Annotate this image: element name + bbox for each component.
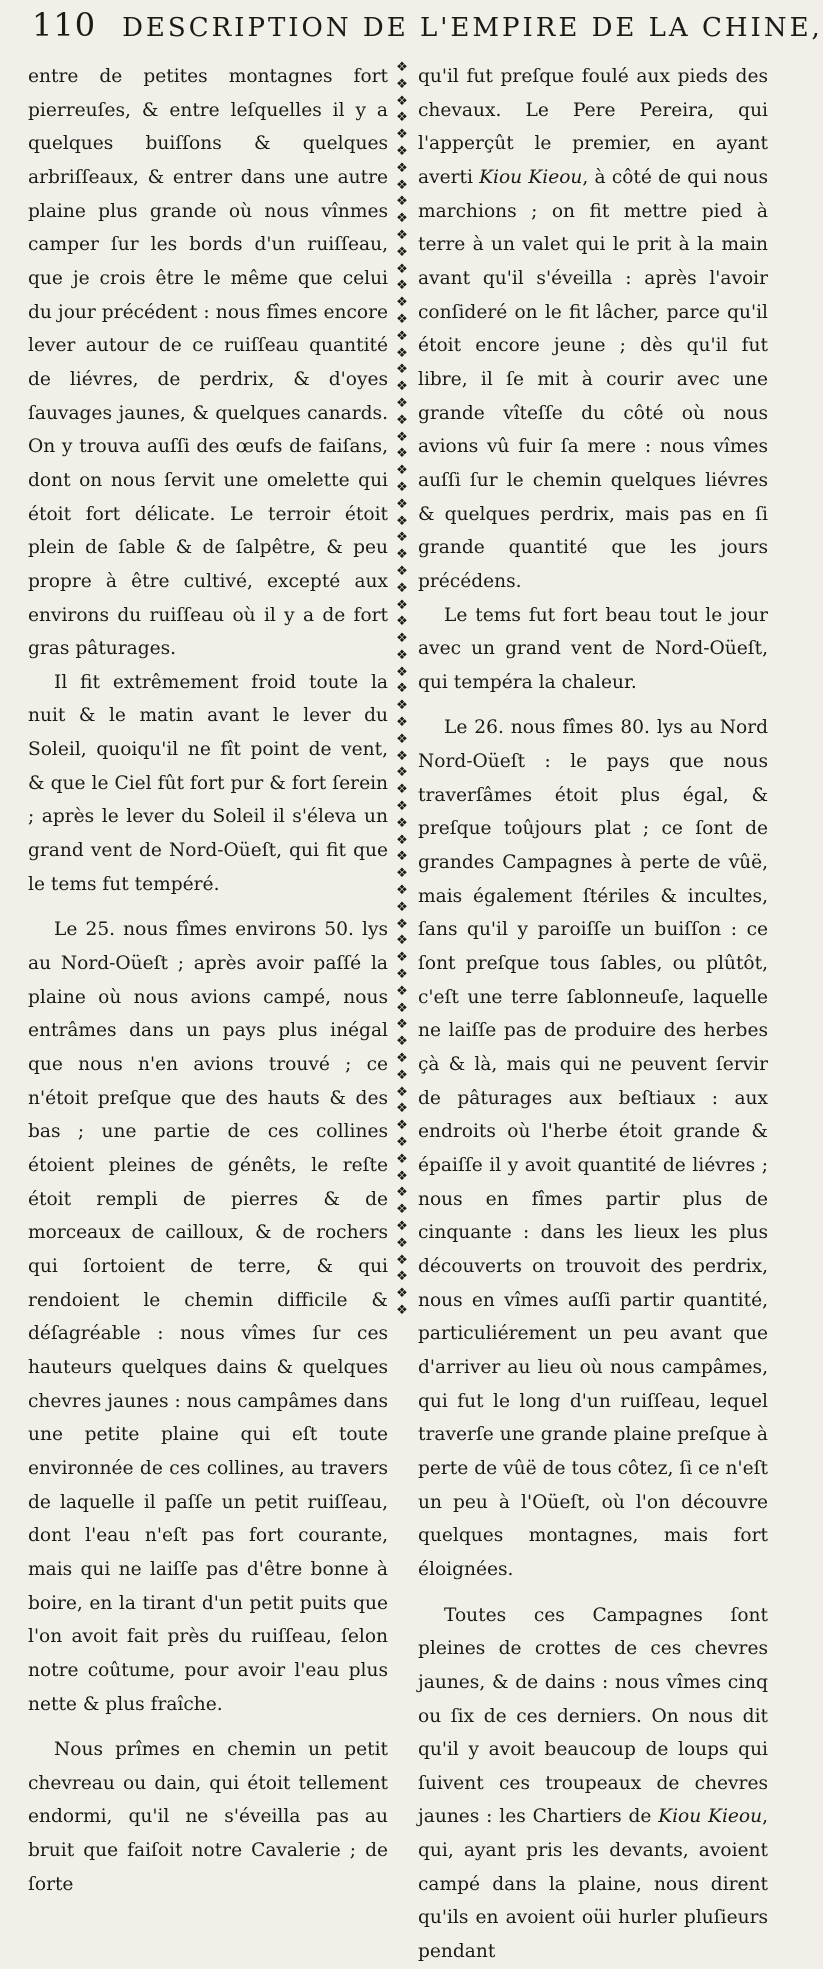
- ornament-icon: ❖: [396, 530, 408, 546]
- ornament-icon: ❖: [396, 496, 408, 512]
- ornament-icon: ❖: [396, 1269, 408, 1285]
- ornament-icon: ❖: [396, 345, 408, 361]
- ornament-icon: ❖: [396, 194, 408, 210]
- ornament-icon: ❖: [396, 563, 408, 579]
- page-number: 110: [32, 6, 97, 44]
- ornament-icon: ❖: [396, 143, 408, 159]
- text-run: Toutes ces Campagnes ſont pleines de crottes de ces chevres jaunes, & de dains : nous vîmes cinq ou ſix de ces derniers. On nous dit qu'il y avoit beaucoup de loups qui ſuivent ces troupeaux de chevres jaunes : les Chartiers de: [418, 1604, 768, 1828]
- ornament-icon: ❖: [396, 1000, 408, 1016]
- ornament-icon: ❖: [396, 597, 408, 613]
- ornament-icon: ❖: [396, 1202, 408, 1218]
- italic-name: Kiou Kieou: [658, 1806, 763, 1828]
- paragraph: [418, 1599, 768, 1969]
- ornament-icon: ❖: [396, 379, 408, 395]
- paragraph: [418, 60, 768, 599]
- ornament-icon: ❖: [396, 76, 408, 92]
- ornament-icon: ❖: [396, 899, 408, 915]
- ornament-icon: ❖: [396, 60, 408, 75]
- ornament-icon: ❖: [396, 160, 408, 176]
- paragraph: Le 25. nous fîmes environs 50. lys au Nord-Oüeſt ; après avoir paſſé la plaine où nous avions campé, nous entrâmes dans un pays plus inégal que nous n'en avions trouvé ; ce n'étoit preſque que des hauts & des bas ; une partie de ces collines étoient pleines de génêts, le reſte étoit rempli de pierres & de morceaux de cailloux, & de rochers qui ſortoient de terre, & qui rendoient le chemin difficile & déſagréable : nous vîmes ſur ces hauteurs quelques dains & quelques chevres jaunes : nous campâmes dans une petite plaine qui eſt toute environnée de ces collines, au travers de laquelle il paſſe un petit ruiſſeau, dont l'eau n'eſt pas fort courante, mais qui ne laiſſe pas d'être bonne à boire, en la tirant d'un petit puits que l'on avoit fait près du ruiſſeau, ſelon notre coûtume, pour avoir l'eau plus nette & plus fraîche.: [28, 919, 388, 1715]
- ornament-icon: ❖: [396, 1034, 408, 1050]
- ornament-icon: ❖: [396, 849, 408, 865]
- ornament-icon: ❖: [396, 1118, 408, 1134]
- left-column: [28, 60, 388, 1895]
- ornament-icon: ❖: [396, 362, 408, 378]
- ornament-icon: ❖: [396, 748, 408, 764]
- ornament-icon: ❖: [396, 647, 408, 663]
- ornament-icon: ❖: [396, 227, 408, 243]
- ornament-icon: ❖: [396, 278, 408, 294]
- ornament-icon: ❖: [396, 698, 408, 714]
- ornament-icon: ❖: [396, 547, 408, 563]
- ornament-icon: ❖: [396, 295, 408, 311]
- ornament-icon: ❖: [396, 1185, 408, 1201]
- ornament-icon: ❖: [396, 177, 408, 193]
- ornament-icon: ❖: [396, 1151, 408, 1167]
- ornament-icon: ❖: [396, 93, 408, 109]
- ornament-icon: ❖: [396, 244, 408, 260]
- ornament-icon: ❖: [396, 883, 408, 899]
- ornament-icon: ❖: [396, 412, 408, 428]
- ornament-icon: ❖: [396, 1286, 408, 1302]
- ornament-icon: ❖: [396, 614, 408, 630]
- ornament-icon: ❖: [396, 782, 408, 798]
- ornament-icon: ❖: [396, 328, 408, 344]
- paragraph: Le 26. nous fîmes 80. lys au Nord Nord-Oüeſt : le pays que nous traverſâmes étoit plus égal, & preſque toûjours plat ; ce ſont de grandes Campagnes à perte de vûë, mais également ſtériles & incultes, ſans qu'il y paroiſſe un buiſſon : ce ſont preſque tous ſables, ou plûtôt, c'eſt une terre ſablonneuſe, laquelle ne laiſſe pas de produire des herbes çà & là, mais qui ne peuvent ſervir de pâturages aux beſtiaux : aux endroits où l'herbe étoit grande & épaiſſe il y avoit quantité de liévres ; nous en fîmes partir plus de cinquante : dans les lieux les plus découverts on trouvoit des perdrix, nous en vîmes auſſi partir quantité, particuliérement un peu avant que d'arriver au lieu où nous campâmes, qui fut le long d'un ruiſſeau, lequel traverſe une grande plaine preſque à perte de vûë de tous côtez, ſi ce n'eſt un peu à l'Oüeſt, où l'on découvre quelques montagnes, mais fort éloignées.: [418, 717, 768, 1580]
- ornament-icon: ❖: [396, 1235, 408, 1251]
- ornament-icon: ❖: [396, 1218, 408, 1234]
- ornament-icon: ❖: [396, 664, 408, 680]
- ornament-icon: ❖: [396, 463, 408, 479]
- ornament-icon: ❖: [396, 261, 408, 277]
- ornament-icon: ❖: [396, 1084, 408, 1100]
- ornament-icon: ❖: [396, 866, 408, 882]
- ornament-icon: ❖: [396, 110, 408, 126]
- running-title: DESCRIPTION DE L'EMPIRE DE LA CHINE,: [122, 13, 823, 43]
- ornament-icon: ❖: [396, 832, 408, 848]
- page-header: [32, 6, 823, 58]
- ornament-icon: ❖: [396, 933, 408, 949]
- ornament-icon: ❖: [396, 799, 408, 815]
- ornament-icon: ❖: [396, 1135, 408, 1150]
- ornament-icon: ❖: [396, 513, 408, 529]
- paragraph: Il fit extrêmement froid toute la nuit & le matin avant le lever du Soleil, quoiqu'il ne fît point de vent, & que le Ciel fût fort pur & fort ſerein ; après le lever du Soleil il s'éleva un grand vent de Nord-Oüeſt, qui fit que le tems fut tempéré.: [28, 671, 388, 895]
- ornament-icon: ❖: [396, 983, 408, 999]
- paragraph: Nous prîmes en chemin un petit chevreau ou dain, qui étoit tellement endormi, qu'il ne s'éveilla pas au bruit que faiſoit notre Cavalerie ; de ſorte: [28, 1739, 388, 1895]
- paragraph: entre de petites montagnes fort pierreuſes, & entre leſquelles il y a quelques buiſſons & quelques arbriſſeaux, & entrer dans une autre plaine plus grande où nous vînmes camper ſur les bords d'un ruiſſeau, que je crois être le même que celui du jour précédent : nous fîmes encore lever autour de ce ruiſſeau quantité de liévres, de perdrix, & d'oyes ſauvages jaunes, & quelques canards. On y trouva auſſi des œufs de faiſans, dont on nous ſervit une omelette qui étoit fort délicate. Le terroir étoit plein de ſable & de ſalpêtre, & peu propre à être cultivé, excepté aux environs du ruiſſeau où il y a de fort gras pâturages.: [28, 66, 388, 660]
- ornament-icon: ❖: [396, 580, 408, 596]
- ornament-icon: ❖: [396, 395, 408, 411]
- ornament-icon: ❖: [396, 1017, 408, 1033]
- text-run: , qui, ayant pris les devants, avoient campé dans la plaine, nous dirent qu'ils en avoient oüi hurler pluſieurs pendant: [418, 1806, 768, 1963]
- paragraph: Le tems fut fort beau tout le jour avec un grand vent de Nord-Oüeſt, qui tempéra la chaleur.: [418, 604, 768, 693]
- ornament-icon: ❖: [396, 1168, 408, 1184]
- ornament-icon: ❖: [396, 765, 408, 781]
- ornamental-column-divider: [392, 60, 412, 1322]
- italic-name: Kiou Kieou: [479, 166, 583, 188]
- ornament-icon: ❖: [396, 311, 408, 327]
- text-run: qu'il fut preſque foulé aux pieds des chevaux. Le Pere Pereira, qui l'apperçût le premier, en ayant averti: [418, 66, 768, 188]
- ornament-icon: ❖: [396, 479, 408, 495]
- ornament-icon: ❖: [396, 1067, 408, 1083]
- ornament-icon: ❖: [396, 1051, 408, 1067]
- ornament-icon: ❖: [396, 631, 408, 647]
- ornament-icon: ❖: [396, 967, 408, 983]
- text-run: , à côté de qui nous marchions ; on fit mettre pied à terre à un valet qui le prit à la main avant qu'il s'éveilla : après l'avoir conſideré on le fit lâcher, parce qu'il étoit encore jeune ; dès qu'il fut libre, il ſe mit à courir avec une grande vîteſſe du côté où nous avions vû fuir ſa mere : nous vîmes auſſi ſur le chemin quelques liévres & quelques perdrix, mais pas en ſi grande quantité que les jours précédens.: [418, 166, 768, 592]
- right-column: [418, 60, 768, 1963]
- ornament-icon: ❖: [396, 429, 408, 445]
- ornament-icon: ❖: [396, 1252, 408, 1268]
- ornament-icon: ❖: [396, 715, 408, 731]
- ornament-icon: ❖: [396, 815, 408, 831]
- ornament-icon: ❖: [396, 211, 408, 227]
- ornament-icon: ❖: [396, 1302, 408, 1318]
- ornament-icon: ❖: [396, 681, 408, 697]
- ornament-icon: ❖: [396, 1101, 408, 1117]
- ornament-icon: ❖: [396, 950, 408, 966]
- ornament-icon: ❖: [396, 127, 408, 143]
- ornament-icon: ❖: [396, 916, 408, 932]
- ornament-icon: ❖: [396, 446, 408, 462]
- ornament-icon: ❖: [396, 731, 408, 747]
